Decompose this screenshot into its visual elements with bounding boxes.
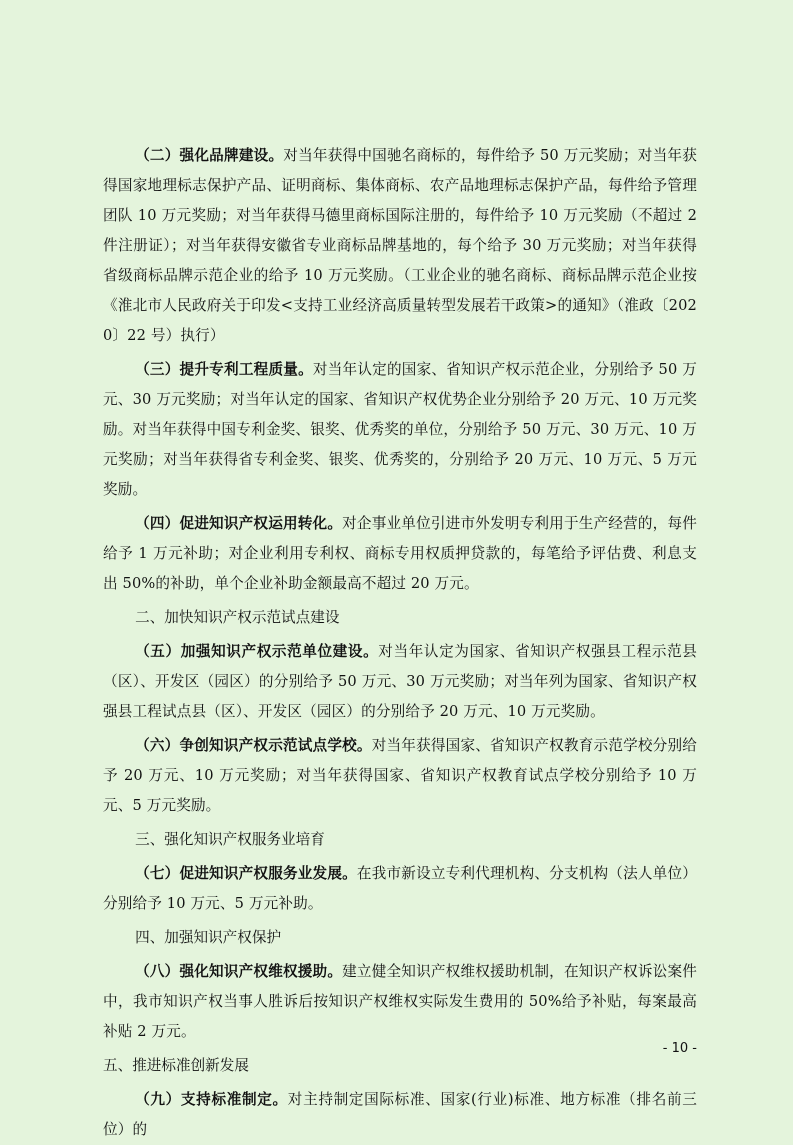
section-heading-3: 三、强化知识产权服务业培育 xyxy=(135,831,325,848)
paragraph-body: 对主持制定国际标准、国家(行业)标准、地方标准（排名前三位）的 xyxy=(103,1091,697,1138)
section-heading-5: 五、推进标准创新发展 xyxy=(103,1057,249,1074)
paragraph-demo-units xyxy=(103,637,697,727)
paragraph-body: 在我市新设立专利代理机构、分支机构（法人单位）分别给予 10 万元、5 万元补助。 xyxy=(103,865,697,912)
paragraph-lead: （三）提升专利工程质量。 xyxy=(135,361,313,378)
paragraph-standards xyxy=(103,1085,697,1145)
page-number: - 10 - xyxy=(662,1041,697,1056)
paragraph-body: 对当年认定的国家、省知识产权示范企业，分别给予 50 万元、30 万元奖励；对当年认定的国家、省知识产权优势企业分别给予 20 万元、10 万元奖励。对当年获得中国专利金奖、银奖、优秀奖的单位，分别给予 50 万元、30 万元、10 万元奖励；对当年获得省专利金奖、银奖、优秀奖的，分别给予 20 万元、10 万元、5 万元奖励。 xyxy=(103,361,697,498)
section-heading-2: 二、加快知识产权示范试点建设 xyxy=(135,609,340,626)
paragraph-lead: （八）强化知识产权维权援助。 xyxy=(135,963,343,980)
paragraph-ip-application xyxy=(103,509,697,599)
paragraph-body: 对当年认定为国家、省知识产权强县工程示范县（区）、开发区（园区）的分别给予 50 万元、30 万元奖励；对当年列为国家、省知识产权强县工程试点县（区）、开发区（园区）的分别给予 20 万元、10 万元奖励。 xyxy=(103,643,698,720)
paragraph-rights-assistance xyxy=(103,957,697,1047)
paragraph-lead: （九）支持标准制定。 xyxy=(135,1091,288,1108)
paragraph-brand-building xyxy=(103,141,697,351)
paragraph-lead: （七）促进知识产权服务业发展。 xyxy=(135,865,357,882)
paragraph-lead: （六）争创知识产权示范试点学校。 xyxy=(135,737,372,754)
paragraph-lead: （二）强化品牌建设。 xyxy=(135,147,284,164)
paragraph-lead: （五）加强知识产权示范单位建设。 xyxy=(135,643,379,660)
paragraph-ip-services xyxy=(103,859,697,919)
paragraph-body: 对当年获得中国驰名商标的，每件给予 50 万元奖励；对当年获得国家地理标志保护产品、证明商标、集体商标、农产品地理标志保护产品，每件给予管理团队 10 万元奖励；对当年获得马德里商标国际注册的，每件给予 10 万元奖励（不超过 2 件注册证）；对当年获得安徽省专业商标品牌基地的，每个给予 30 万元奖励；对当年获得省级商标品牌示范企业的给予 10 万元奖励。（工业企业的驰名商标、商标品牌示范企业按《淮北市人民政府关于印发<支持工业经济高质量转型发展若干政策>的通知》（淮政〔2020〕22 号）执行） xyxy=(103,147,697,344)
paragraph-patent-quality xyxy=(103,355,697,505)
paragraph-lead: （四）促进知识产权运用转化。 xyxy=(135,515,343,532)
paragraph-demo-schools xyxy=(103,731,697,821)
section-heading-4: 四、加强知识产权保护 xyxy=(135,929,282,946)
paragraph-body: 对企事业单位引进市外发明专利用于生产经营的，每件给予 1 万元补助；对企业利用专利权、商标专用权质押贷款的，每笔给予评估费、利息支出 50%的补助，单个企业补助金额最高不超过 20 万元。 xyxy=(103,515,697,592)
paragraph-body: 对当年获得国家、省知识产权教育示范学校分别给予 20 万元、10 万元奖励；对当年获得国家、省知识产权教育试点学校分别给予 10 万元、5 万元奖励。 xyxy=(103,737,697,814)
paragraph-body: 建立健全知识产权维权援助机制，在知识产权诉讼案件中，我市知识产权当事人胜诉后按知识产权维权实际发生费用的 50%给予补贴，每案最高补贴 2 万元。 xyxy=(103,963,697,1040)
